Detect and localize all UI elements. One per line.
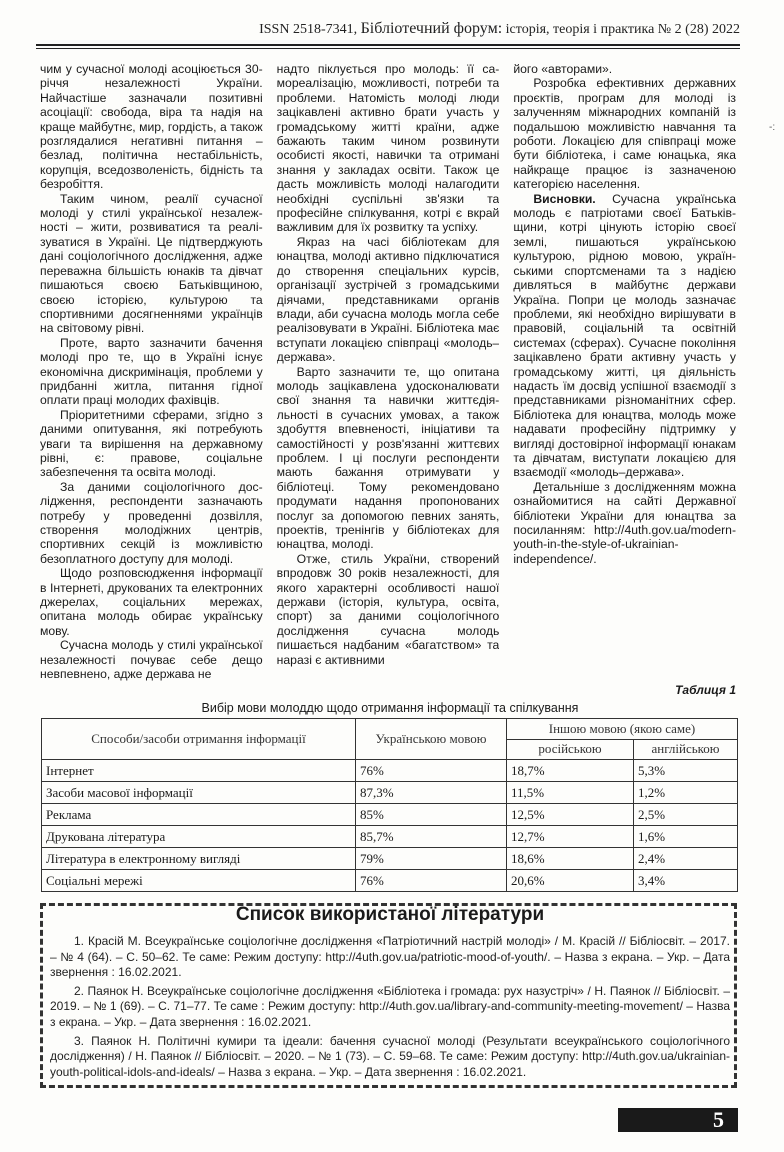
header-russian: російською [507,739,634,760]
cell-russian: 20,6% [507,870,634,892]
margin-mark: -: [769,122,776,133]
header-rule [36,44,740,49]
column-1 [40,62,263,684]
paragraph: чим у сучасної молоді асоціюється 30-річчя незалежності України. Найчастіше зазначали позитивні асоціації: свобода, віра та надія на краще майбутнє, мир, гордість, а також розглядалися негативні питання – безлад, політична нестабільність, корупція, вседозволеність, бідність та безробіття. [40,62,263,192]
cell-method: Література в електронному вигляді [42,848,356,870]
table-row [42,826,738,848]
issn: ISSN 2518-7341, [259,22,358,37]
column-3 [513,62,736,684]
reference-item: 3. Паянок Н. Політичні кумири та ідеали: бачення сучасної молоді (Результати всеукраїнського соціологічного дослідження) / Н. Паянок // Бібліосвіт. – 2020. – № 1 (73). – С. 59–68. Те саме: Режим доступу: http://4uth.gov.ua/ukrainian-youth-political-idols-and-ideals/ – Назва з екрана. – Укр. – Дата звернення : 16.02.2021. [50,1033,730,1079]
paragraph: Отже, стиль України, створений впродовж 30 років незалежності, для якого характерні особливості нашої держави (історія, культура, освіта, спорт) за даними соціологічного дослідження сучасна молодь пишається надбаним «багатством» та наразі є активними [276,551,500,667]
references-list [50,934,730,1083]
cell-method: Соціальні мережі [42,870,356,892]
cell-method: Реклама [42,804,356,826]
cell-ukrainian: 76% [356,760,507,782]
table-row [42,804,738,826]
cell-method: Інтернет [42,760,356,782]
column-2 [277,62,500,684]
cell-english: 2,4% [634,848,738,870]
table-row [42,848,738,870]
paragraph: Якраз на часі бібліотекам для юнацтва, молоді активно підключатися до створення спеціальних курсів, організації зустрічей з громадськими діячами, представниками органів влади, аби сучасна молодь могла себе реалізовувати в Україні. Бібліотека має вступати локацією співпраці «молодь–держава». [276,234,500,365]
paragraph: Розробка ефективних державних проєктів, програм для молоді із залученням міжнародних компаній із подальшою можливістю навчання та роботи. Локацією для співпраці може бути бібліотека, і саме юнацька, яка найкраще працює із зазначеною категорією населення. [513,76,737,192]
cell-english: 2,5% [634,804,738,826]
table-row [42,870,738,892]
table-number: Таблиця 1 [675,683,736,697]
table-header-row [42,719,738,740]
reference-item: 1. Красій М. Всеукраїнське соціологічне дослідження «Патріотичний настрій молоді» / М. Красій // Бібліосвіт. – 2017. – № 4 (64). – С. 50–62. Те саме: Режим доступу: http://4uth.gov.ua/patriotic-mood-of-youth/. – Назва з екрана. – Укр. – Дата звернення : 16.02.2021. [50,934,730,980]
header-method: Способи/засоби отримання інформації [42,719,356,760]
cell-ukrainian: 85,7% [356,826,507,848]
table-title: Вибір мови молоддю щодо отримання інформації та спілкування [201,701,579,715]
page-number: 5 [618,1108,738,1132]
references-title: Список використаної літератури [235,904,545,925]
article-body [40,62,736,684]
paragraph: Пріоритетними сферами, згідно з даними опитування, які потребують уваги та вирішення на державному рівні, є: правове, соціальне забезпечення та освіта молоді. [40,407,263,480]
journal-subtitle: історія, теорія і практика № 2 (28) 2022 [505,22,740,37]
paragraph: Детальніше з дослідженням можна ознайомитися на сайті Державної бібліотеки України для юнацтва за посиланням: http://4uth.gov.ua/modern-youth-in-the-style-of-ukrainian-independence/. [513,479,737,566]
header-ukrainian: Українською мовою [356,719,507,760]
header-other: Іншою мовою (якою саме) [507,719,738,740]
reference-item: 2. Паянок Н. Всеукраїнське соціологічне дослідження «Бібліотека і громада: рух назустріч» / Н. Паянок // Бібліосвіт. – 2019. – № 1 (69). – С. 71–77. Те саме : Режим доступу: http://4uth.gov.ua/library-and-community-meeting-movement/ – Назва з екрана. – Укр. – Дата звернення : 16.02.2021. [50,983,730,1029]
cell-ukrainian: 87,3% [356,782,507,804]
journal-title: Бібліотечний форум: [360,20,503,37]
cell-russian: 12,7% [507,826,634,848]
cell-english: 5,3% [634,760,738,782]
conclusions-text: Сучасна українська молодь є патріотами своєї Батьківщини, котрі цінують історію своєї землі, пишаються українською культурою, рідною мовою, українськими спортсменами та з надією дивляться в майбутнє держави Україна. Попри це молодь зазначає проблеми, які необхідно вирішувати в правовій, соціальній та освітній системах (сферах). Сучасне покоління зацікавлено брати активну участь у громадському житті, ця діяльність надасть їм досвід успішної взаємодії з представниками різноманітних сфер. Бібліотека для юнацтва, молодь може надавати професійну підтримку у вигляді достовірної інформації юнакам та дівчатам, виступати локацією для взаємодії «молодь–держава». [513,191,737,480]
cell-ukrainian: 85% [356,804,507,826]
paragraph: Проте, варто зазначити бачення молоді про те, що в Україні існує економічна дискримінація, проблеми у придбанні житла, питання гідної оплати праці молодих фахівців. [40,335,263,408]
header-english: англійською [634,739,738,760]
cell-ukrainian: 79% [356,848,507,870]
table-row [42,782,738,804]
paragraph: Щодо розповсюдження інформації в Інтернеті, друкованих та електронних джерелах, соціальних мережах, опитана молодь обирає українську мову. [40,566,263,638]
cell-method: Друкована література [42,826,356,848]
paragraph: його «авторами». [513,62,613,76]
cell-russian: 11,5% [507,782,634,804]
cell-english: 1,6% [634,826,738,848]
cell-english: 1,2% [634,782,738,804]
conclusions-label: Висновки. [533,191,596,206]
cell-ukrainian: 76% [356,870,507,892]
cell-english: 3,4% [634,870,738,892]
cell-method: Засоби масової інформації [42,782,356,804]
paragraph: Сучасна молодь у стилі української незалежності почуває себе дещо невпевнено, адже держава не [40,638,263,682]
paragraph: Таким чином, реалії сучасної молоді у стилі української незалежності – жити, розвиватися та реалізуватися в Україні. Це підтверджують дані соціологічного дослідження, адже переважна більшість юнаків та дівчат пишаються своєю Батьківщиною, своєю історією, культурою та спортивними досягненнями українців на світовому рівні. [40,191,263,336]
running-header [36,20,740,38]
paragraph: За даними соціологічного дослідження, респонденти зазначають потребу у проведенні дозвілля, створення молодіжних центрів, спортивних секцій із можливістю безоплатного доступу для молоді. [40,479,263,566]
language-table [41,718,738,892]
cell-russian: 18,6% [507,848,634,870]
table-row [42,760,738,782]
conclusions-paragraph [513,192,736,480]
cell-russian: 12,5% [507,804,634,826]
paragraph: Варто зазначити те, що опитана молодь зацікавлена удосконалювати свої знання та навички життєдіяльності в сучасних умовах, а також здобуття впевненості, ініціативи та самостійності у розв'язанні життєвих проблем. І ці послуги респонденти мають бажання отримувати у бібліотеці. Тому рекомендовано продумати надання пропонованих послуг за допомогою певних занять, проектів, тренінгів у бібліотеках для юнацтва, молоді. [276,364,500,552]
cell-russian: 18,7% [507,760,634,782]
paragraph: надто піклується про молодь: її самореалізацію, можливості, потреби та проблеми. Натомість молоді люди зацікавлені активно брати участь у громадському житті країни, адже бажають таким чином розвинути особисті якості, навички та отримані знання у закладах освіти. Також це дасть можливість молоді налагодити необхідні суспільні зв'язки та професійне спілкування, котрі є вкрай важливим для їх розвитку та успіху. [276,62,500,235]
